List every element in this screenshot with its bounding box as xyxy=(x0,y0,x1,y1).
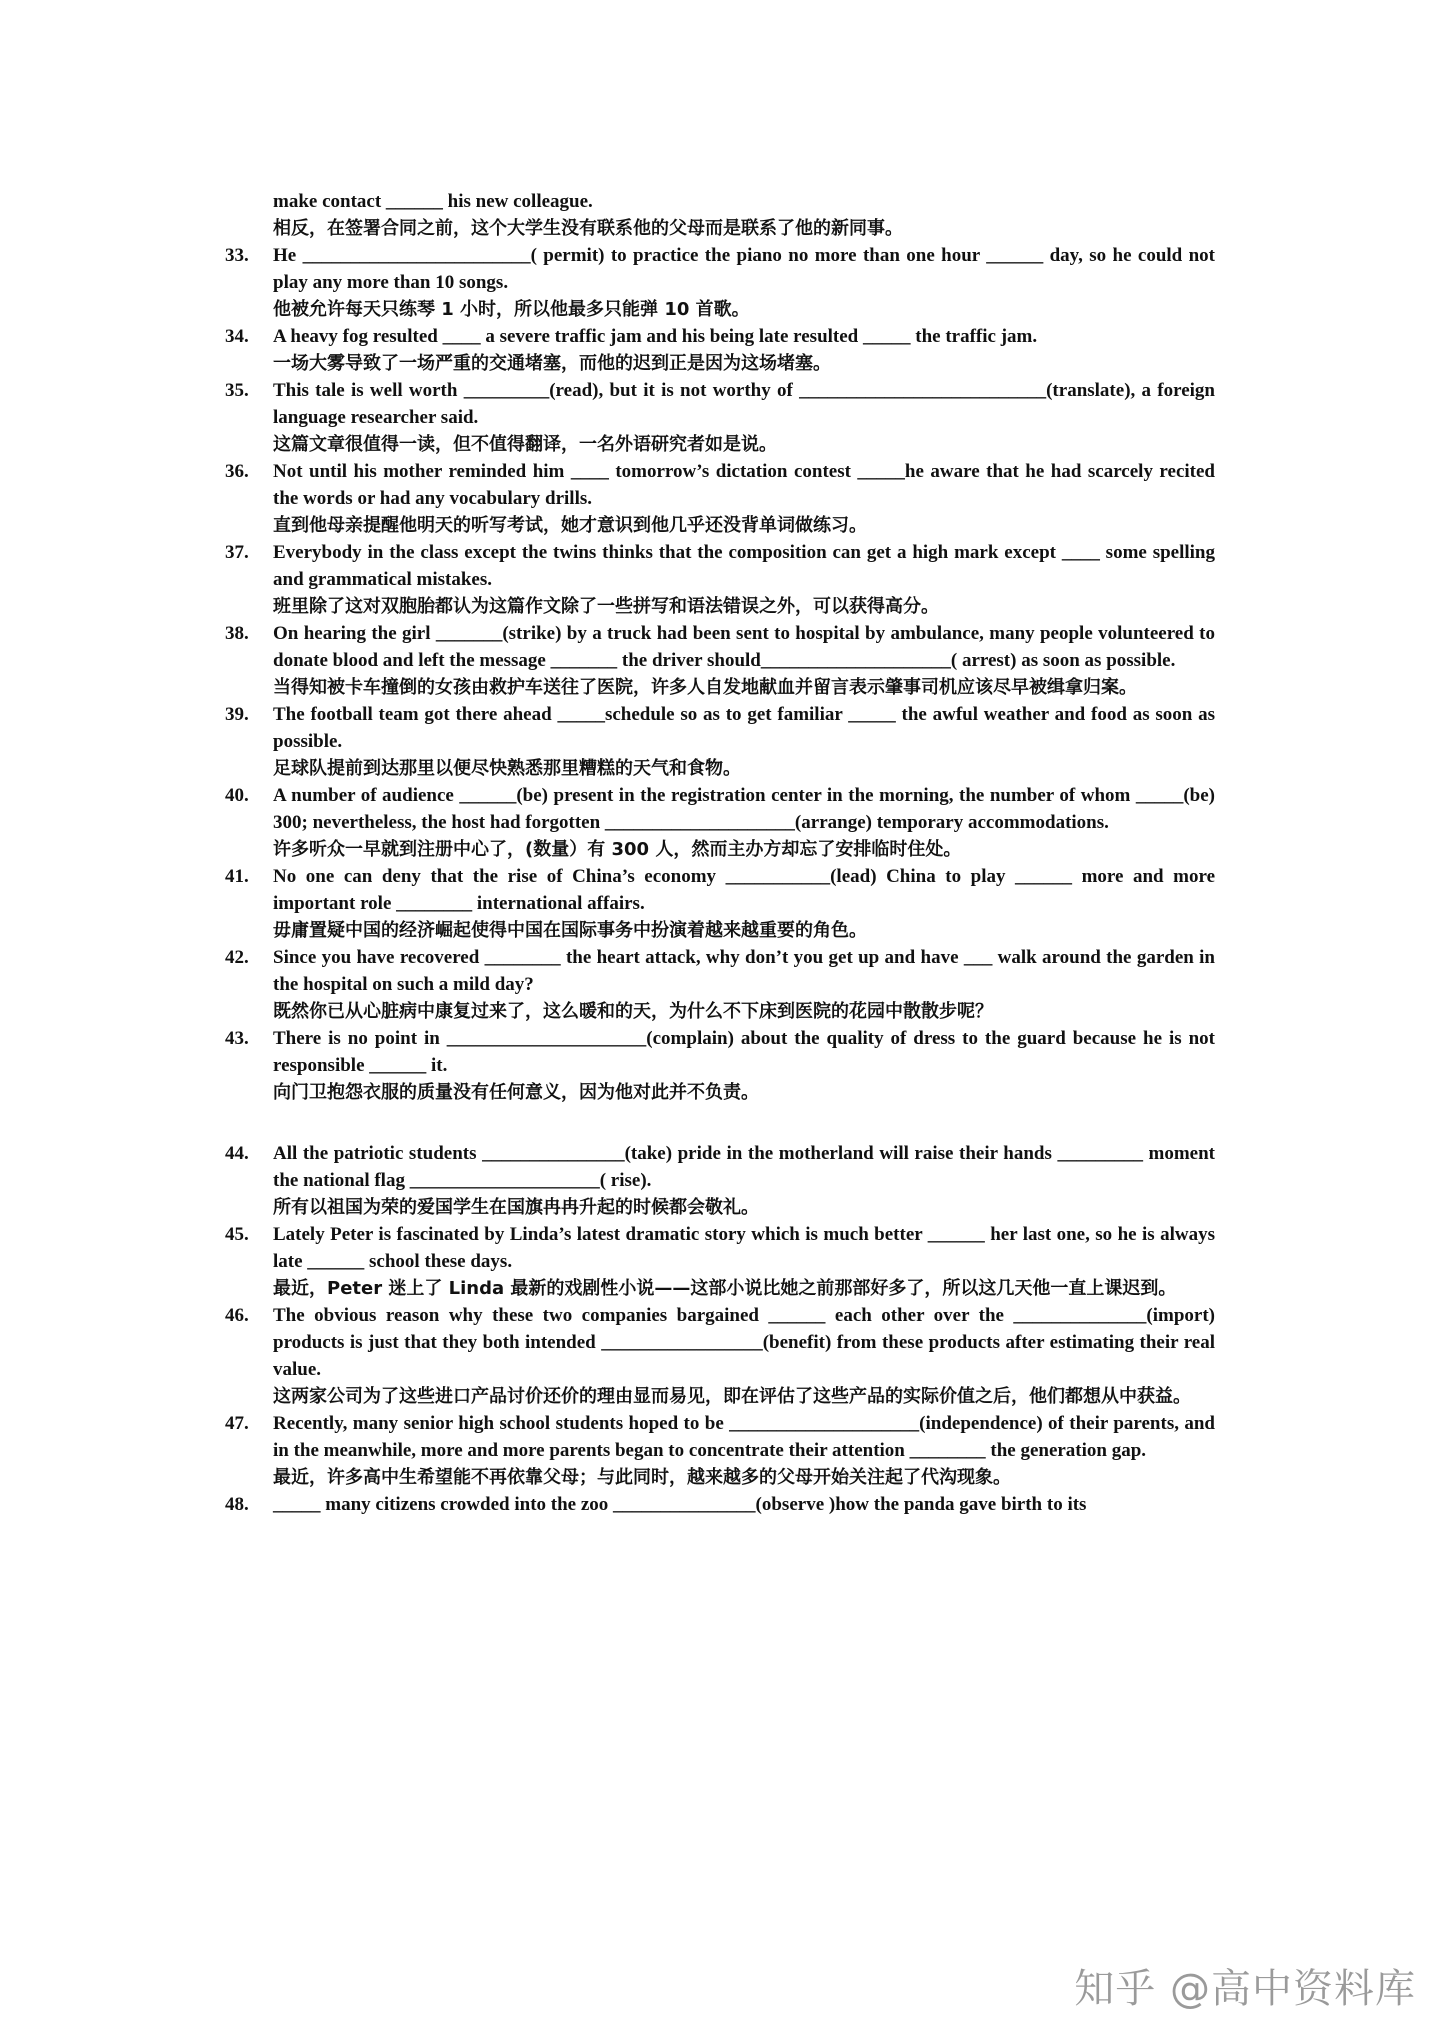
english-sentence: Everybody in the class except the twins thinks that the composition can get a high mark except ____ some spelling and grammatical mistakes. xyxy=(273,542,1220,590)
watermark: 知乎 @高中资料库 xyxy=(1074,1966,1416,2012)
item-number: 41. xyxy=(225,866,249,887)
list-item xyxy=(225,1491,1215,1518)
chinese-translation: 一场大雾导致了一场严重的交通堵塞，而他的迟到正是因为这场堵塞。 xyxy=(273,353,831,374)
english-sentence: This tale is well worth _________(read), but it is not worthy of __________________________(translate), a foreign language researcher said. xyxy=(273,380,1220,428)
chinese-translation: 当得知被卡车撞倒的女孩由救护车送往了医院，许多人自发地献血并留言表示肇事司机应该尽早被缉拿归案。 xyxy=(273,677,1137,698)
item-number: 47. xyxy=(225,1413,249,1434)
english-sentence: A heavy fog resulted ____ a severe traffic jam and his being late resulted _____ the traffic jam. xyxy=(273,326,1038,347)
spacer xyxy=(225,1106,1215,1140)
english-sentence: make contact ______ his new colleague. xyxy=(273,191,593,212)
item-number: 48. xyxy=(225,1494,249,1515)
item-number: 35. xyxy=(225,380,249,401)
chinese-translation: 这两家公司为了这些进口产品讨价还价的理由显而易见，即在评估了这些产品的实际价值之后，他们都想从中获益。 xyxy=(273,1386,1191,1407)
english-sentence: The obvious reason why these two companies bargained ______ each other over the ______________(import) products is just that they both intended _________________(benefit) from these products after estimating their real value. xyxy=(273,1305,1220,1380)
item-number: 37. xyxy=(225,542,249,563)
english-sentence: There is no point in _____________________(complain) about the quality of dress to the guard because he is not responsible ______ it. xyxy=(273,1028,1220,1076)
list-item xyxy=(225,782,1220,863)
exercise-page xyxy=(225,188,1220,1518)
english-sentence: He ________________________( permit) to practice the piano no more than one hour ______ day, so he could not play any more than 10 songs. xyxy=(273,245,1220,293)
chinese-translation: 许多听众一早就到注册中心了，(数量）有 300 人，然而主办方却忘了安排临时住处。 xyxy=(273,839,962,860)
list-item xyxy=(225,188,1215,242)
chinese-translation: 最近，Peter 迷上了 Linda 最新的戏剧性小说——这部小说比她之前那部好多了，所以这几天他一直上课迟到。 xyxy=(273,1278,1177,1299)
chinese-translation: 既然你已从心脏病中康复过来了，这么暖和的天，为什么不下床到医院的花园中散散步呢？ xyxy=(273,1001,993,1022)
english-sentence: Recently, many senior high school students hoped to be ____________________(independence) of their parents, and in the meanwhile, more and more parents began to concentrate their attention ________ the generation gap. xyxy=(273,1413,1220,1461)
chinese-translation: 他被允许每天只练琴 1 小时，所以他最多只能弹 10 首歌。 xyxy=(273,299,750,320)
item-number: 40. xyxy=(225,785,249,806)
english-sentence: All the patriotic students _______________(take) pride in the motherland will raise their hands _________ moment the national flag ____________________( rise). xyxy=(273,1143,1220,1191)
list-item xyxy=(225,1025,1220,1106)
english-sentence: _____ many citizens crowded into the zoo _______________(observe )how the panda gave birth to its xyxy=(273,1494,1087,1515)
chinese-translation: 所有以祖国为荣的爱国学生在国旗冉冉升起的时候都会敬礼。 xyxy=(273,1197,759,1218)
item-number: 42. xyxy=(225,947,249,968)
chinese-translation: 相反，在签署合同之前，这个大学生没有联系他的父母而是联系了他的新同事。 xyxy=(273,218,903,239)
item-number: 43. xyxy=(225,1028,249,1049)
list-item xyxy=(225,1410,1220,1491)
item-number: 44. xyxy=(225,1143,249,1164)
english-sentence: Since you have recovered ________ the heart attack, why don’t you get up and have ___ walk around the garden in the hospital on such a mild day? xyxy=(273,947,1220,995)
item-number: 45. xyxy=(225,1224,249,1245)
item-number: 38. xyxy=(225,623,249,644)
item-number: 46. xyxy=(225,1305,249,1326)
list-item xyxy=(225,539,1220,620)
english-sentence: A number of audience ______(be) present in the registration center in the morning, the number of whom _____(be) 300; nevertheless, the host had forgotten ____________________(arrange) temporary accommodations. xyxy=(273,785,1220,833)
list-item xyxy=(225,377,1220,458)
english-sentence: The football team got there ahead _____schedule so as to get familiar _____ the awful weather and food as soon as possible. xyxy=(273,704,1220,752)
chinese-translation: 班里除了这对双胞胎都认为这篇作文除了一些拼写和语法错误之外，可以获得高分。 xyxy=(273,596,939,617)
item-number: 39. xyxy=(225,704,249,725)
list-item xyxy=(225,863,1220,944)
english-sentence: Lately Peter is fascinated by Linda’s latest dramatic story which is much better ______ her last one, so he is always late ______ school these days. xyxy=(273,1224,1220,1272)
list-item xyxy=(225,620,1220,701)
chinese-translation: 向门卫抱怨衣服的质量没有任何意义，因为他对此并不负责。 xyxy=(273,1082,759,1103)
english-sentence: No one can deny that the rise of China’s economy ___________(lead) China to play ______ more and more important role ________ international affairs. xyxy=(273,866,1220,914)
list-item xyxy=(225,701,1220,782)
list-item xyxy=(225,1221,1220,1302)
list-item xyxy=(225,458,1220,539)
list-item xyxy=(225,242,1220,323)
item-number: 34. xyxy=(225,326,249,347)
english-sentence: Not until his mother reminded him ____ tomorrow’s dictation contest _____he aware that he had scarcely recited the words or had any vocabulary drills. xyxy=(273,461,1220,509)
item-number: 33. xyxy=(225,245,249,266)
item-number: 36. xyxy=(225,461,249,482)
chinese-translation: 足球队提前到达那里以便尽快熟悉那里糟糕的天气和食物。 xyxy=(273,758,741,779)
english-sentence: On hearing the girl _______(strike) by a truck had been sent to hospital by ambulance, many people volunteered to donate blood and left the message _______ the driver should____________________( arrest) as soon as possible. xyxy=(273,623,1220,671)
chinese-translation: 最近，许多高中生希望能不再依靠父母；与此同时，越来越多的父母开始关注起了代沟现象。 xyxy=(273,1467,1011,1488)
list-item xyxy=(225,1302,1220,1410)
list-item xyxy=(225,944,1220,1025)
list-item xyxy=(225,323,1215,377)
chinese-translation: 毋庸置疑中国的经济崛起使得中国在国际事务中扮演着越来越重要的角色。 xyxy=(273,920,867,941)
list-item xyxy=(225,1140,1220,1221)
chinese-translation: 直到他母亲提醒他明天的听写考试，她才意识到他几乎还没背单词做练习。 xyxy=(273,515,867,536)
chinese-translation: 这篇文章很值得一读，但不值得翻译，一名外语研究者如是说。 xyxy=(273,434,777,455)
